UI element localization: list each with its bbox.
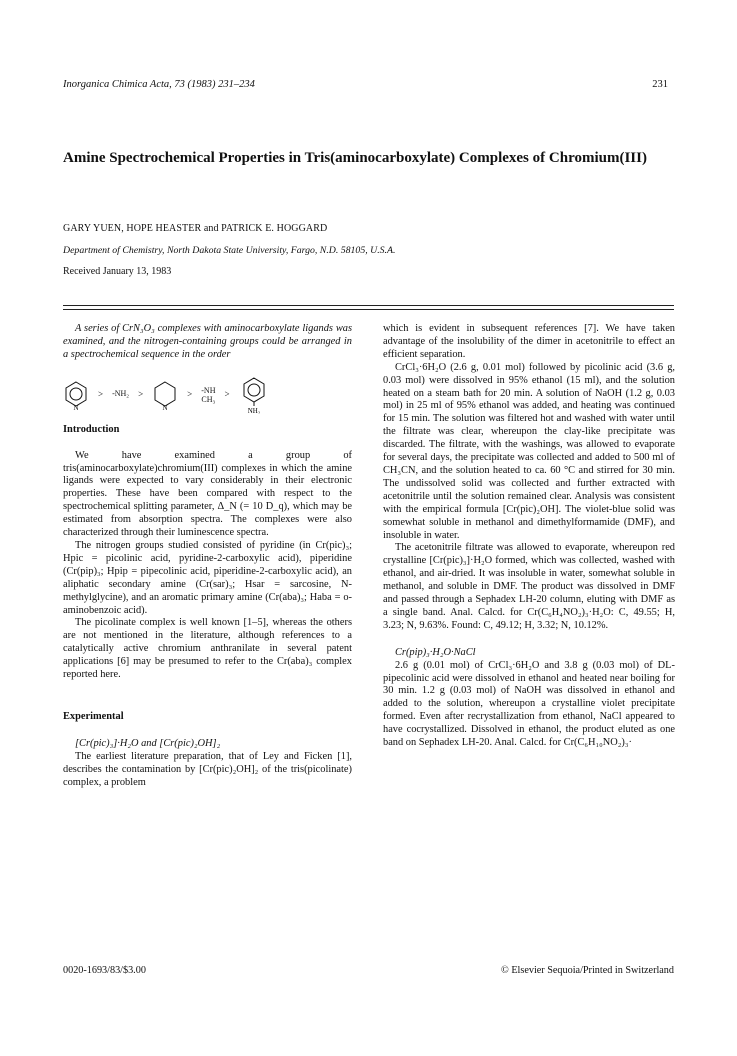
left-column — [63, 323, 352, 789]
intro-paragraph-1: We have examined a group of tris(aminocarboxylate)chromium(III) complexes in which the amine ligands were expected to vary considerably in their electronic properties. These have been compared with respect to the spectrochemical splitting parameter, Δ_N (= 10 D_q), which may be estimated from absorption spectra. The complexes were also characterized through their luminescence spectra. — [63, 449, 352, 539]
aniline-structure — [239, 376, 269, 414]
right-paragraph-1: which is evident in subsequent references [7]. We have taken advantage of the insolubility of the dimer in acetonitrile to effect an efficient separation. — [383, 323, 675, 360]
nmethyl-group — [201, 386, 215, 404]
gt-sign-1: > — [98, 389, 104, 400]
nh2-group: -NH₂ — [112, 389, 130, 399]
pyridine-structure — [63, 380, 89, 410]
spectrochemical-sequence — [63, 376, 352, 414]
piperidine-n-label: N — [162, 403, 168, 410]
header-rule-top — [63, 305, 674, 306]
pipecolinate-subheading: Cr(pip)₃·H₂O·NaCl — [395, 646, 476, 658]
introduction-heading: Introduction — [63, 423, 120, 435]
publisher-notice: © Elsevier Sequoia/Printed in Switzerland — [501, 965, 674, 976]
right-paragraph-2: CrCl₃·6H₂O (2.6 g, 0.01 mol) followed by picolinic acid (3.6 g, 0.03 mol) were dissolved in 95% ethanol (15 ml), and the solution heated on a steam bath for 20 min. A solution of NaOH (1.2 g, 0.03 mol) in 25 ml of 95% ethanol was added, and heating was continued for 15 min. The solution was filtered hot and washed with water until the filtrate was clear, whereupon the clay-like precipitate was discarded. The filtrate, with the washings, was allowed to evaporate for several days, the precipitate was collected and added to 500 ml of CH₃CN, and the solution heated to ca. 60 °C and stirred for 30 min. The undissolved solid was collected and further extracted with acetonitrile until the solution remained clear. Analysis was consistent with the empirical formula [Cr(pic)₂OH]. The violet-blue solid was somewhat soluble in methanol and dimethylformamide (DMF), and insoluble in water. — [383, 361, 675, 541]
header-rule-bottom — [63, 309, 674, 310]
page-number: 231 — [652, 79, 668, 90]
right-column — [383, 323, 675, 750]
issn-code: 0020-1693/83/$3.00 — [63, 965, 146, 976]
article-title: Amine Spectrochemical Properties in Tris(aminocarboxylate) Complexes of Chromium(III) — [63, 150, 647, 166]
authors: GARY YUEN, HOPE HEASTER and PATRICK E. HOGGARD — [63, 223, 328, 234]
intro-paragraph-3: The picolinate complex is well known [1–5], whereas the others are not mentioned in the literature, although references to a catalytically active chromium anthranilate in several patent applications [6] may be presumed to refer to the Cr(aba)₃ complex reported here. — [63, 617, 352, 681]
gt-sign-3: > — [187, 389, 193, 400]
journal-citation: Inorganica Chimica Acta, 73 (1983) 231–234 — [63, 79, 255, 90]
nh-label: -NH — [201, 385, 216, 395]
aniline-nh2-label: NH₂ — [247, 406, 260, 414]
right-paragraph-4: 2.6 g (0.01 mol) of CrCl₃·6H₂O and 3.8 g (0.03 mol) of DL-pipecolinic acid were dissolved in ethanol and heated near boiling for 30 min. 1.2 g (0.03 mol) of NaOH was dissolved in ethanol and added to the solution, whereupon a crystalline violet precipitate formed. Even after recrystallization from ethanol, NaCl appeared to have cocrystallized. Dissolved in ethanol, the product eluted as one band on Sephadex LH-20. Anal. Calcd. for Cr(C₆H₁₀NO₂)₃· — [383, 659, 675, 749]
experimental-heading: Experimental — [63, 710, 124, 722]
experimental-subheading: [Cr(pic)₃]·H₂O and [Cr(pic)₂OH]₂ — [75, 737, 221, 749]
affiliation: Department of Chemistry, North Dakota State University, Fargo, N.D. 58105, U.S.A. — [63, 245, 396, 256]
ch3-label: CH₃ — [201, 394, 216, 404]
gt-sign-4: > — [224, 389, 230, 400]
received-date: Received January 13, 1983 — [63, 266, 172, 277]
experimental-paragraph-1: The earliest literature preparation, that of Ley and Ficken [1], describes the contamination by [Cr(pic)₂OH]₂ of the tris(picolinate) complex, a problem — [63, 750, 352, 788]
pyridine-n-label: N — [73, 403, 79, 410]
gt-sign-2: > — [138, 389, 144, 400]
abstract: A series of CrN₃O₃ complexes with aminocarboxylate ligands was examined, and the nitrogen-containing groups could be arranged in a spectrochemical sequence in the order — [63, 323, 352, 360]
piperidine-structure — [152, 380, 178, 410]
right-paragraph-3: The acetonitrile filtrate was allowed to evaporate, whereupon red crystalline [Cr(pic)₃]·H₂O formed, which was collected, washed with ethanol, and air-dried. It was insoluble in water, somewhat soluble in methanol, and soluble in DMF. The product was dissolved in DMF and passed through a Sephadex LH-20 column, eluting with DMF as a single band. Anal. Calcd. for Cr(C₆H₄NO₂)₃·H₂O: C, 49.55; H, 3.23; N, 9.63%. Found: C, 49.12; H, 3.32; N, 10.12%. — [383, 542, 675, 631]
intro-paragraph-2: The nitrogen groups studied consisted of pyridine (in Cr(pic)₃; Hpic = picolinic acid, pyridine-2-carboxylic acid), piperidine (Cr(pip)₃; Hpip = pipecolinic acid, piperidine-2-carboxylic acid), an aliphatic secondary amine (Cr(sar)₃; Hsar = sarcosine, N-methylglycine), and an aromatic primary amine (Cr(aba)₃; Haba = o-aminobenzoic acid). — [63, 539, 352, 616]
